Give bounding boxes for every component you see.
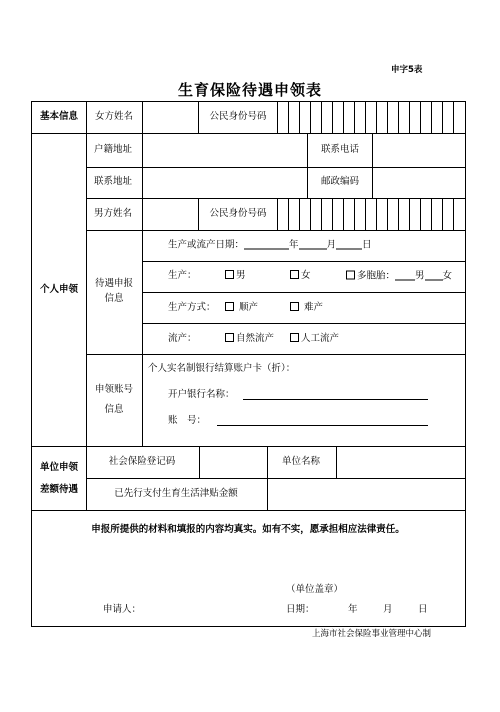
unit-name-field[interactable] bbox=[337, 447, 465, 478]
advance-amount-label: 已先行支付生育生活津贴金额 bbox=[114, 488, 238, 499]
male-id-digit-boxes[interactable] bbox=[278, 199, 465, 230]
year-blank[interactable] bbox=[244, 239, 289, 250]
year-text: 年 bbox=[289, 239, 299, 251]
birth-female-option[interactable] bbox=[290, 270, 311, 282]
date-day: 日 bbox=[418, 604, 428, 615]
bank-name-line[interactable] bbox=[243, 398, 428, 400]
unit-seal-label: （单位盖章） bbox=[286, 584, 344, 595]
multiple-female-blank[interactable] bbox=[425, 270, 443, 281]
natural-delivery-option[interactable] bbox=[225, 302, 258, 314]
female-name-field[interactable] bbox=[143, 102, 198, 133]
female-id-label: 公民身份号码 bbox=[209, 111, 267, 122]
phone-label: 联系电话 bbox=[320, 144, 360, 155]
difficult-checkbox[interactable] bbox=[290, 302, 299, 311]
account-number-line[interactable] bbox=[217, 424, 428, 426]
multiple-male-blank[interactable] bbox=[395, 270, 415, 281]
induced-abortion-checkbox[interactable] bbox=[290, 333, 299, 342]
contact-address-label: 联系地址 bbox=[94, 176, 133, 187]
form-footer: 上海市社会保险事业管理中心制 bbox=[312, 629, 432, 639]
section-unit-claim-line1: 单位申领 bbox=[39, 462, 79, 473]
benefit-info-label-line2: 信息 bbox=[104, 293, 124, 304]
bank-name-label: 开户银行名称： bbox=[168, 389, 235, 400]
male-name-field[interactable] bbox=[143, 199, 198, 230]
female-id-digit-boxes[interactable] bbox=[278, 102, 465, 133]
natural-abortion-label: 自然流产 bbox=[236, 333, 275, 344]
date-year: 年 bbox=[348, 604, 358, 615]
multiple-birth-option[interactable] bbox=[346, 270, 452, 283]
female-name-label: 女方姓名 bbox=[94, 111, 134, 122]
month-blank[interactable] bbox=[299, 239, 327, 250]
account-info-label-line2: 信息 bbox=[104, 404, 124, 415]
postcode-label: 邮政编码 bbox=[320, 176, 360, 187]
multiple-female-label: 女 bbox=[442, 270, 453, 282]
ss-code-field[interactable] bbox=[200, 447, 267, 478]
date-label: 日期： bbox=[286, 604, 315, 615]
contact-address-field[interactable] bbox=[143, 168, 307, 198]
date-month: 月 bbox=[383, 604, 393, 615]
abortion-label: 流产： bbox=[168, 333, 197, 344]
induced-abortion-option[interactable] bbox=[290, 333, 339, 345]
male-option-label: 男 bbox=[236, 270, 246, 281]
multiple-male-label: 男 bbox=[415, 270, 425, 282]
postcode-field[interactable] bbox=[373, 168, 465, 198]
multiple-checkbox[interactable] bbox=[346, 271, 355, 280]
bank-card-label: 个人实名制银行结算账户卡（折）： bbox=[148, 363, 296, 374]
benefit-info-label-line1: 待遇申报 bbox=[94, 278, 134, 289]
delivery-mode-label: 生产方式： bbox=[168, 302, 216, 313]
unit-name-label: 单位名称 bbox=[281, 456, 321, 467]
day-text: 日 bbox=[362, 239, 372, 251]
male-name-label: 男方姓名 bbox=[94, 208, 133, 219]
birth-date-row bbox=[168, 239, 372, 252]
natural-option-label: 顺产 bbox=[239, 302, 259, 313]
account-number-label: 账 号： bbox=[168, 415, 207, 426]
household-address-field[interactable] bbox=[143, 134, 307, 167]
day-blank[interactable] bbox=[336, 239, 362, 250]
natural-abortion-option[interactable] bbox=[225, 333, 274, 345]
difficult-option-label: 难产 bbox=[304, 302, 324, 313]
applicant-label: 申请人： bbox=[103, 604, 142, 615]
female-option-label: 女 bbox=[301, 270, 311, 281]
birth-male-option[interactable] bbox=[225, 270, 246, 282]
natural-checkbox[interactable] bbox=[225, 302, 234, 311]
advance-amount-field[interactable] bbox=[268, 479, 465, 510]
section-unit-claim-line2: 差额待遇 bbox=[39, 484, 79, 495]
section-basic-info: 基本信息 bbox=[39, 111, 79, 122]
form-code: 申字5表 bbox=[391, 65, 423, 75]
applicant-signature-field[interactable] bbox=[140, 603, 250, 617]
account-info-label-line1: 申领账号 bbox=[94, 384, 134, 395]
male-checkbox[interactable] bbox=[225, 270, 234, 279]
section-personal-claim: 个人申领 bbox=[39, 284, 79, 295]
difficult-delivery-option[interactable] bbox=[290, 302, 323, 314]
form-title: 生育保险待遇申领表 bbox=[177, 81, 322, 99]
birth-date-label: 生产或流产日期： bbox=[168, 239, 245, 251]
natural-abortion-checkbox[interactable] bbox=[225, 333, 234, 342]
male-id-label: 公民身份号码 bbox=[209, 208, 267, 219]
multiple-option-label: 多胞胎： bbox=[357, 270, 396, 282]
month-text: 月 bbox=[326, 239, 337, 251]
declaration-statement: 申报所提供的材料和填报的内容均真实。如有不实，愿承担相应法律责任。 bbox=[91, 524, 405, 535]
female-checkbox[interactable] bbox=[290, 270, 299, 279]
induced-abortion-label: 人工流产 bbox=[301, 333, 340, 344]
household-address-label: 户籍地址 bbox=[94, 144, 133, 155]
phone-field[interactable] bbox=[373, 134, 465, 167]
birth-label: 生产： bbox=[168, 270, 197, 281]
ss-code-label: 社会保险登记码 bbox=[108, 456, 176, 467]
